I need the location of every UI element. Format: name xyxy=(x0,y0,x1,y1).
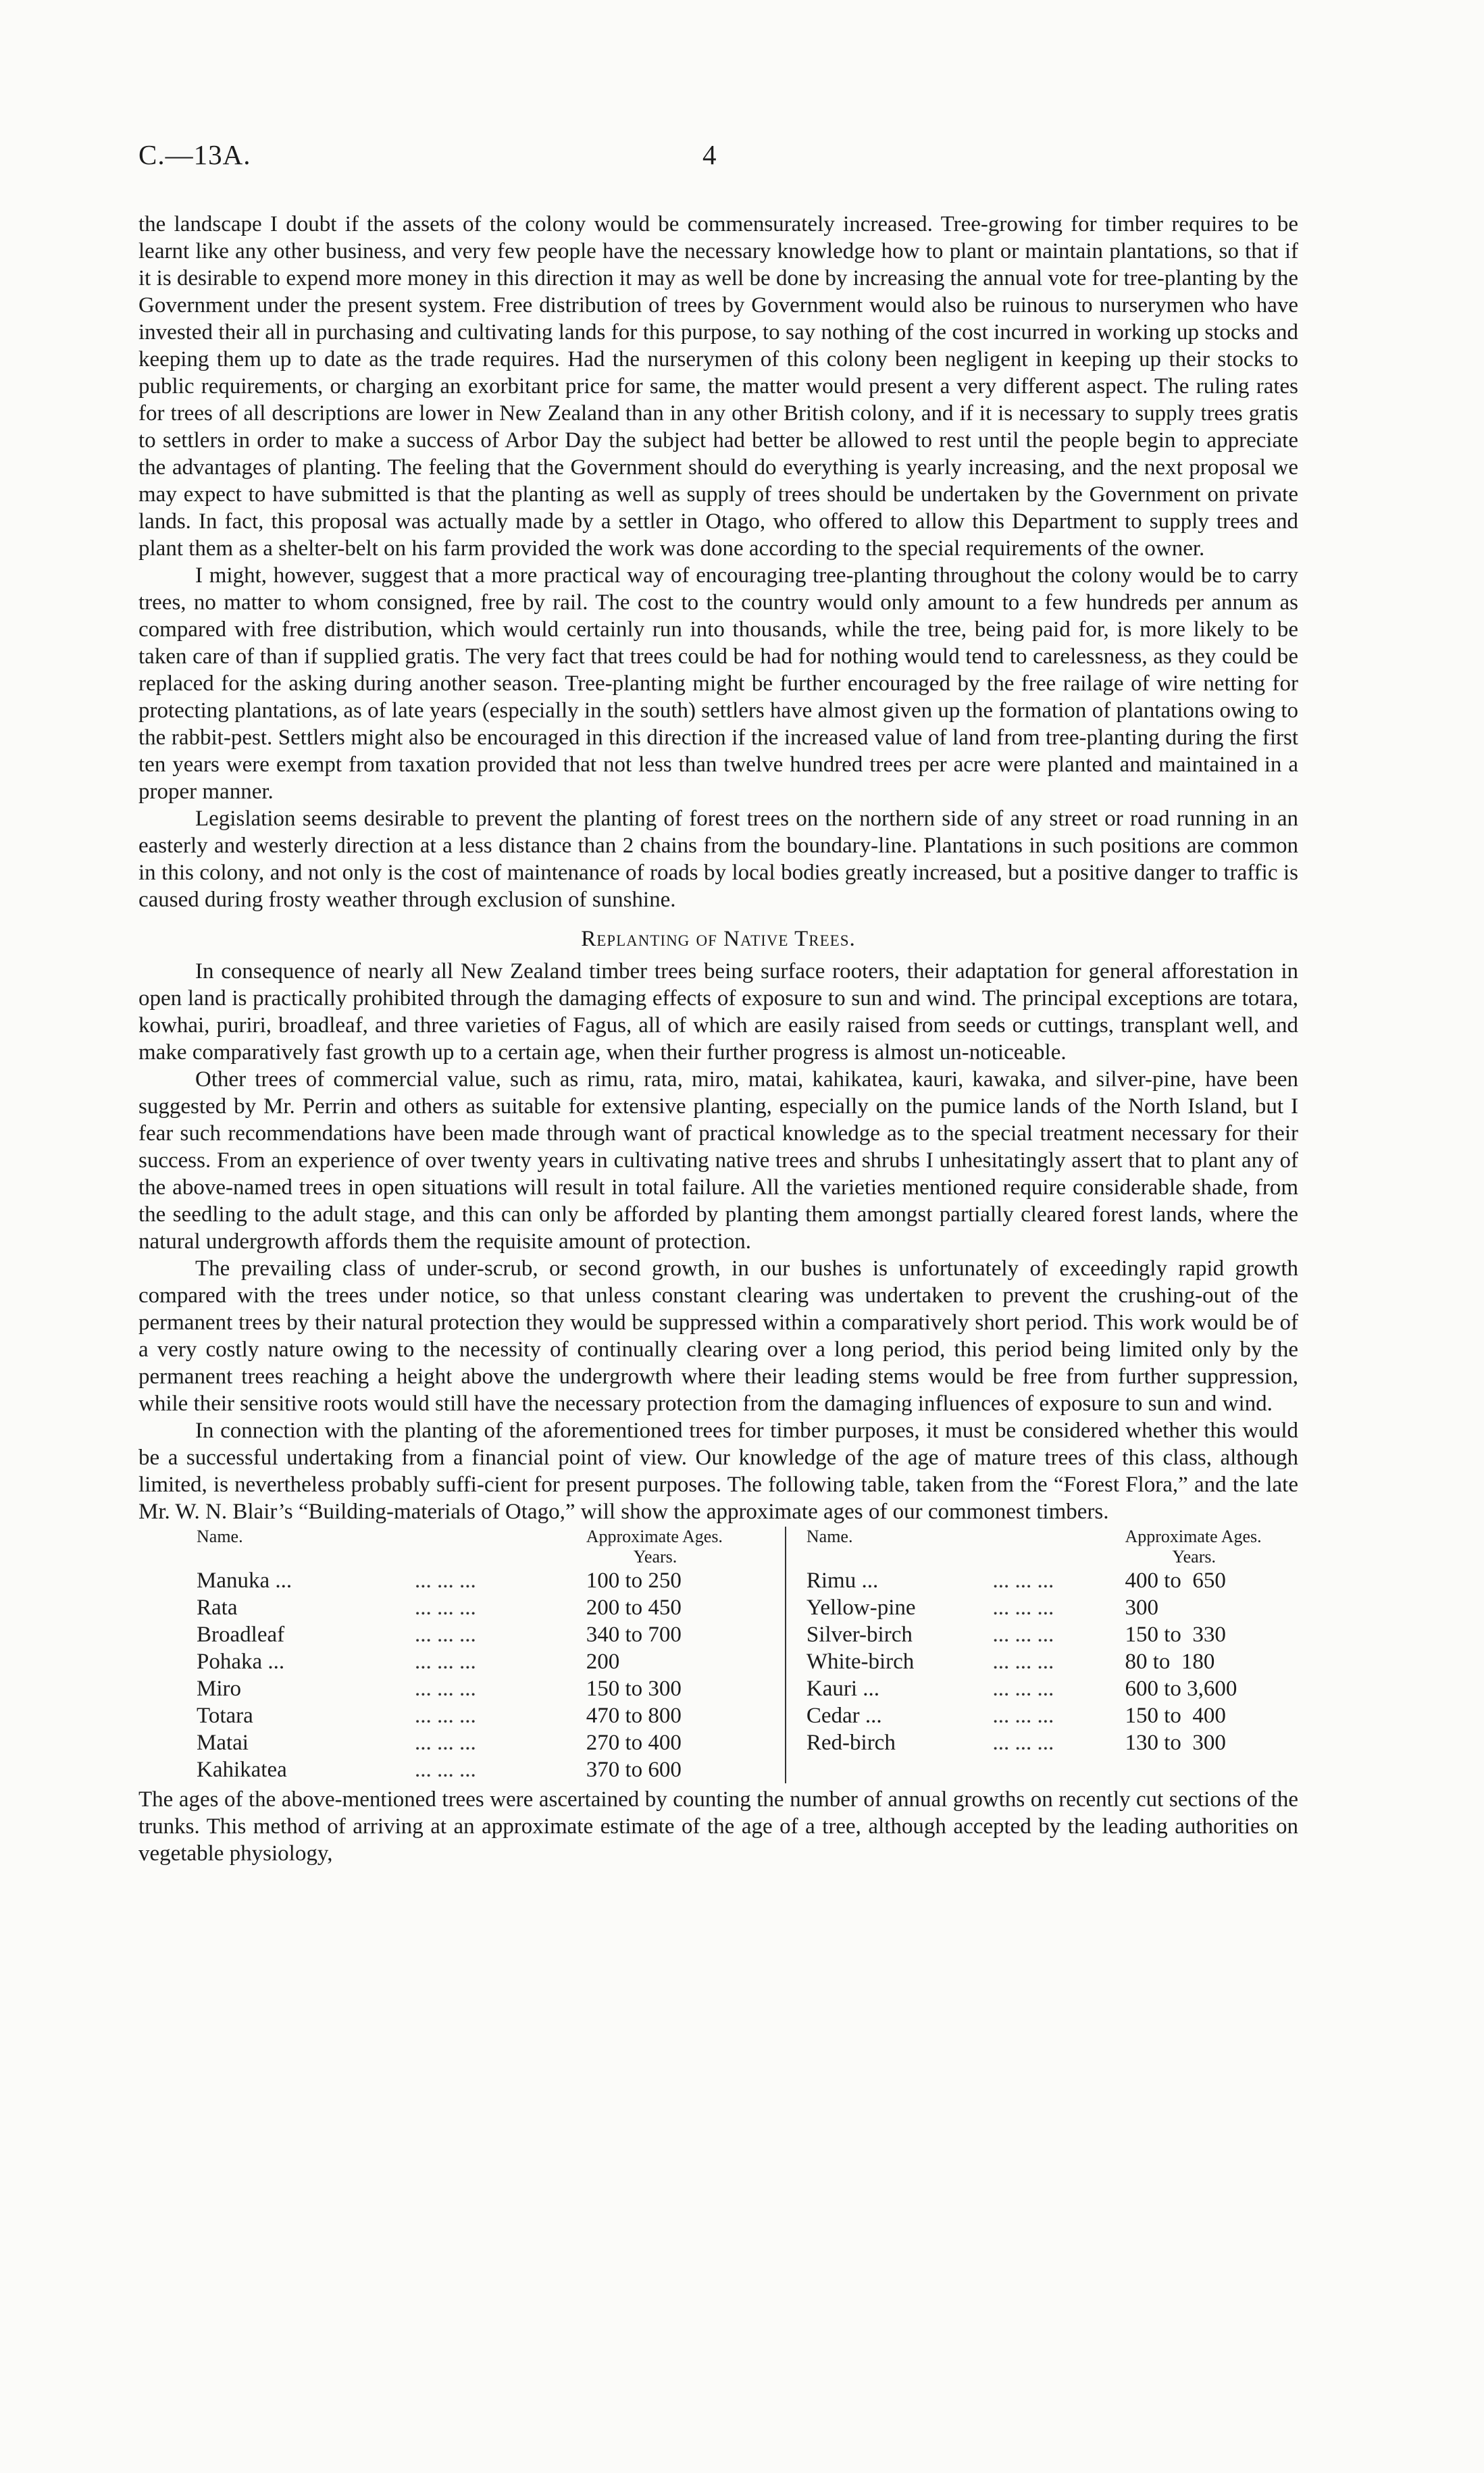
tree-name-right: White-birch xyxy=(786,1648,993,1675)
tree-name-left: Manuka ... xyxy=(197,1569,292,1593)
paragraph-6: The prevailing class of under-scrub, or second growth, in our bushes is unfortunately of exceedingly rapid growth compared with the trees under notice, so that unless constant clearing was undertaken to prevent the crushing-out of the permanent trees by their natural protection they would be suppressed within a comparatively short period. This work would be of a very costly nature owing to the necessity of continually clearing over a long period, this period being limited only by the permanent trees reaching a height above the undergrowth where their leading stems would be free from further suppression, while their sensitive roots would still have the necessary protection from the damaging influences of exposure to sun and wind. xyxy=(138,1256,1298,1416)
leader-dots-right: ... ... ... xyxy=(992,1731,1054,1755)
tree-name-left: Miro xyxy=(197,1677,241,1701)
tree-age-right: 150 to 400 xyxy=(1125,1704,1226,1728)
leader-dots-left: ... ... ... xyxy=(415,1623,476,1647)
tree-name-left: Pohaka ... xyxy=(197,1650,285,1674)
leader-dots-right xyxy=(993,1756,1125,1783)
tree-age-right: 150 to 330 xyxy=(1125,1623,1226,1647)
tree-name-right: Rimu ... xyxy=(786,1567,993,1594)
page-number: 4 xyxy=(702,139,717,170)
document-reference: C.—13A. xyxy=(138,139,251,170)
tree-name-right: Yellow-pine xyxy=(786,1594,993,1621)
tree-name-left: Rata xyxy=(197,1596,238,1620)
paragraph-3: Legislation seems desirable to prevent the planting of forest trees on the northern side of any street or road running in an easterly and westerly direction at a less distance than 2 chains from the boundary-line. Plantations in such positions are common in this colony, and not only is the cost of maintenance of roads by local bodies greatly increased, but a positive danger to traffic is caused during frosty weather through exclusion of sunshine. xyxy=(138,807,1298,912)
paragraph-2: I might, however, suggest that a more practical way of encouraging tree-planting throughout the colony would be to carry trees, no matter to whom consigned, free by rail. The cost to the country would only amount to a few hundreds per annum as compared with free distribution, which would certainly run into thousands, while the tree, being paid for, is more likely to be taken care of than if supplied gratis. The very fact that trees could be had for nothing would tend to carelessness, as they could be replaced for the asking during another season. Tree-planting might be further encouraged by the free railage of wire netting for protecting plantations, as of late years (especially in the south) settlers have almost given up the formation of plantations owing to the rabbit-pest. Settlers might also be encouraged in this direction if the increased value of land from tree-planting during the first ten years were exempt from taxation provided that not less than twelve hundred trees per acre were planted and maintained in a proper manner. xyxy=(138,563,1298,804)
tree-age-left: 340 to 700 xyxy=(586,1623,682,1647)
tree-age-left: 100 to 250 xyxy=(586,1569,682,1593)
leader-dots-left: ... ... ... xyxy=(415,1677,476,1701)
leader-dots-right: ... ... ... xyxy=(992,1623,1054,1647)
leader-dots-right: ... ... ... xyxy=(992,1677,1054,1701)
table-row xyxy=(138,1621,1298,1648)
leader-dots-left: ... ... ... xyxy=(415,1596,476,1620)
tree-age-right: 300 xyxy=(1125,1596,1158,1620)
table-row xyxy=(138,1702,1298,1729)
table-body xyxy=(138,1567,1298,1783)
table-header-row xyxy=(138,1527,1298,1567)
tree-age-right: 600 to 3,600 xyxy=(1125,1677,1237,1701)
tree-ages-table xyxy=(138,1527,1298,1783)
paragraph-final: The ages of the above-mentioned trees were ascertained by counting the number of annual growths on recently cut sections of the trunks. This method of arriving at an approximate estimate of the age of a tree, although accepted by the leading authorities on vegetable physiology, xyxy=(138,1787,1298,1866)
col-unit-right: Years. xyxy=(1172,1547,1216,1566)
tree-name-left: Totara xyxy=(197,1704,253,1728)
tree-name-right: Silver-birch xyxy=(786,1621,993,1648)
table-row xyxy=(138,1675,1298,1702)
tree-age-left: 470 to 800 xyxy=(586,1704,682,1728)
tree-age-right: 400 to 650 xyxy=(1125,1569,1226,1593)
col-name-right: Name. xyxy=(786,1527,993,1567)
table-row xyxy=(138,1756,1298,1783)
tree-age-left: 200 xyxy=(586,1650,620,1674)
leader-dots-right: ... ... ... xyxy=(992,1650,1054,1674)
tree-age-left: 370 to 600 xyxy=(586,1758,682,1782)
col-age-right xyxy=(1125,1527,1298,1567)
paragraph-4: In consequence of nearly all New Zealand timber trees being surface rooters, their adaptation for general afforestation in open land is practically prohibited through the damaging effects of exposure to sun and wind. The principal exceptions are totara, kowhai, puriri, broadleaf, and three varieties of Fagus, all of which are easily raised from seeds or cuttings, transplant well, and make comparatively fast growth up to a certain age, when their further progress is almost un-noticeable. xyxy=(138,959,1298,1065)
page-header xyxy=(138,138,1298,179)
paragraph-1: the landscape I doubt if the assets of the colony would be commensurately increased. Tree-growing for timber requires to be learnt like any other business, and very few people have the necessary knowledge how to plant or maintain plantations, so that if it is desirable to expend more money in this direction it may as well be done by increasing the annual vote for tree-planting by the Government under the present system. Free distribution of trees by Government would also be ruinous to nurserymen who have invested their all in purchasing and cultivating lands for this purpose, to say nothing of the cost incurred in working up stocks and keeping them up to date as the trade requires. Had the nurserymen of this colony been negligent in keeping up their stocks to public requirements, or charging an exorbitant price for same, the matter would present a very different aspect. The ruling rates for trees of all descriptions are lower in New Zealand than in any other British colony, and if it is necessary to supply trees gratis to settlers in order to make a success of Arbor Day the subject had better be allowed to rest until the people begin to appreciate the advantages of planting. The feeling that the Government should do everything is yearly increasing, and the next proposal we may expect to have submitted is that the planting as well as supply of trees should be undertaken by the Government on private lands. In fact, this proposal was actually made by a settler in Otago, who offered to allow this Department to supply trees and plant them as a shelter-belt on his farm provided the work was done according to the special requirements of the owner. xyxy=(138,212,1298,561)
col-age-left-label: Approximate Ages. xyxy=(586,1527,723,1546)
tree-name-right xyxy=(786,1756,993,1783)
paragraph-7: In connection with the planting of the aforementioned trees for timber purposes, it must be considered whether this would be a successful undertaking from a financial point of view. Our knowledge of the age of mature trees of this class, although limited, is nevertheless probably suffi-cient for present purposes. The following table, taken from the “Forest Flora,” and the late Mr. W. N. Blair’s “Building-materials of Otago,” will show the approximate ages of our commonest timbers. xyxy=(138,1419,1298,1524)
leader-dots-right: ... ... ... xyxy=(992,1569,1054,1593)
paragraph-5: Other trees of commercial value, such as rimu, rata, miro, matai, kahikatea, kauri, kawaka, and silver-pine, have been suggested by Mr. Perrin and others as suitable for extensive planting, especially on the pumice lands of the North Island, but I fear such recommendations have been made through want of practical knowledge as to the special treatment necessary for their success. From an experience of over twenty years in cultivating native trees and shrubs I unhesitatingly assert that to plant any of the above-named trees in open situations will result in total failure. All the varieties mentioned require considerable shade, from the seedling to the adult stage, and this can only be afforded by planting them amongst partially cleared forest lands, where the natural undergrowth affords them the requisite amount of protection. xyxy=(138,1067,1298,1254)
table-row xyxy=(138,1648,1298,1675)
leader-dots-left: ... ... ... xyxy=(415,1704,476,1728)
tree-name-left: Matai xyxy=(197,1731,249,1755)
tree-age-left: 150 to 300 xyxy=(586,1677,682,1701)
leader-dots-left: ... ... ... xyxy=(415,1731,476,1755)
tree-name-right: Red-birch xyxy=(786,1729,993,1756)
table-row xyxy=(138,1594,1298,1621)
tree-age-left: 270 to 400 xyxy=(586,1731,682,1755)
tree-name-left: Kahikatea xyxy=(197,1758,287,1782)
table-row xyxy=(138,1567,1298,1594)
tree-age-right: 80 to 180 xyxy=(1125,1650,1215,1674)
col-age-right-label: Approximate Ages. xyxy=(1125,1527,1262,1546)
col-unit-left: Years. xyxy=(633,1547,677,1566)
tree-name-right: Cedar ... xyxy=(786,1702,993,1729)
tree-age-right xyxy=(1125,1756,1298,1783)
section-heading: Replanting of Native Trees. xyxy=(581,927,856,951)
leader-dots-right: ... ... ... xyxy=(992,1596,1054,1620)
tree-name-right: Kauri ... xyxy=(786,1675,993,1702)
leader-dots-left: ... ... ... xyxy=(415,1758,476,1782)
table-row xyxy=(138,1729,1298,1756)
leader-dots-left: ... ... ... xyxy=(415,1569,476,1593)
leader-dots-right: ... ... ... xyxy=(992,1704,1054,1728)
leader-dots-left: ... ... ... xyxy=(415,1650,476,1674)
tree-name-left: Broadleaf xyxy=(197,1623,285,1647)
body-text xyxy=(138,211,1298,1867)
tree-age-right: 130 to 300 xyxy=(1125,1731,1226,1755)
col-age-left xyxy=(586,1527,786,1567)
col-name-left: Name. xyxy=(197,1527,243,1546)
tree-age-left: 200 to 450 xyxy=(586,1596,682,1620)
